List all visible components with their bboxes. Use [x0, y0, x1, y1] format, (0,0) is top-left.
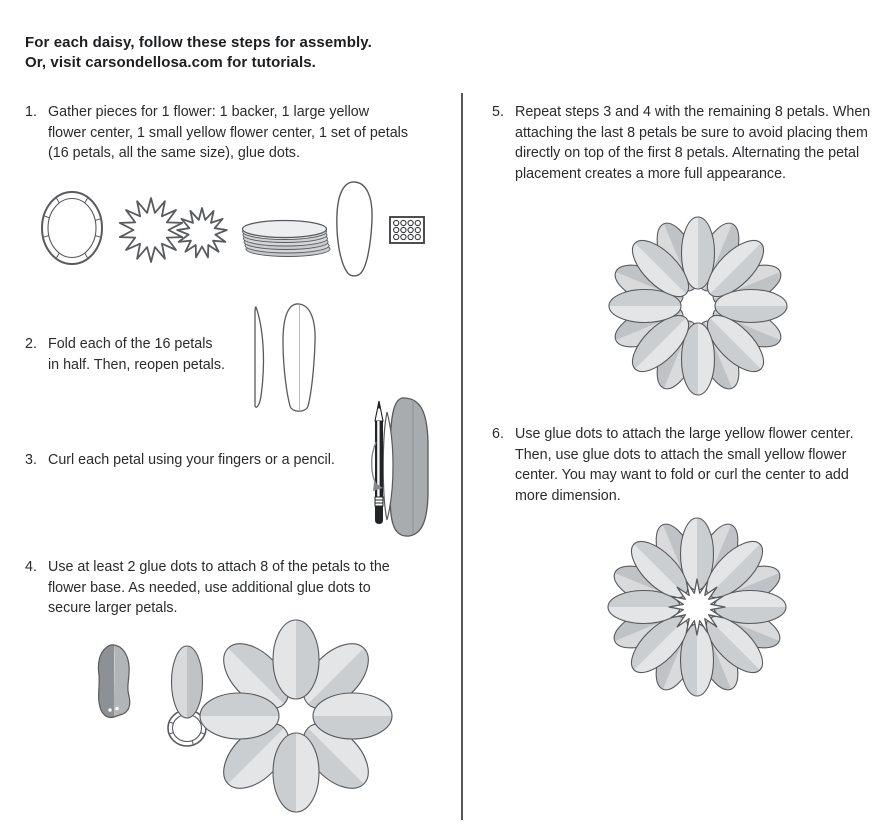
step-2-text: Fold each of the 16 petals in half. Then, reopen petals.: [48, 336, 225, 373]
petal-stack-illustration: [240, 218, 332, 260]
step-4-text: Use at least 2 glue dots to attach 8 of the petals to the flower base. As needed, use additional glue dots to secure larger petals.: [48, 559, 390, 617]
step-4: [25, 557, 435, 619]
pencil-curling-petal-illustration: [368, 396, 430, 540]
step-3-text: Curl each petal using your fingers or a pencil.: [48, 452, 335, 468]
glue-dots-sheet-illustration: [389, 216, 425, 244]
step-5: [492, 102, 892, 184]
petals-attached-to-base-illustration: [78, 618, 408, 818]
step-2: [25, 334, 275, 375]
step-1-text: Gather pieces for 1 flower: 1 backer, 1 large yellow flower center, 1 small yellow flower center, 1 set of petals (16 petals, all the same size), glue dots.: [48, 104, 408, 162]
column-divider: [461, 93, 463, 820]
step-1-number: 1.: [25, 104, 37, 120]
step-6-text: Use glue dots to attach the large yellow flower center. Then, use glue dots to attach the small yellow flower center. You may want to fold or curl the center to add more dimension.: [515, 426, 854, 504]
finished-daisy-illustration: [604, 514, 790, 700]
step-6-number: 6.: [492, 426, 504, 442]
step-1: [25, 102, 435, 164]
step-2-number: 2.: [25, 336, 37, 352]
small-flower-center-illustration: [175, 205, 229, 261]
sixteen-petal-flower-illustration: [606, 214, 790, 398]
step-4-number: 4.: [25, 559, 37, 575]
backer-ring-illustration: [40, 189, 104, 267]
page-title: For each daisy, follow these steps for assembly. Or, visit carsondellosa.com for tutorials.: [25, 34, 372, 71]
step-5-text: Repeat steps 3 and 4 with the remaining 8 petals. When attaching the last 8 petals be sure to avoid placing them directly on top of the first 8 petals. Alternating the petal placement creates a more full appearance.: [515, 104, 871, 182]
step-3-number: 3.: [25, 452, 37, 468]
step-6: [492, 424, 892, 506]
step-5-number: 5.: [492, 104, 504, 120]
folded-and-reopened-petal-illustration: [247, 302, 321, 418]
single-petal-illustration: [331, 180, 377, 278]
